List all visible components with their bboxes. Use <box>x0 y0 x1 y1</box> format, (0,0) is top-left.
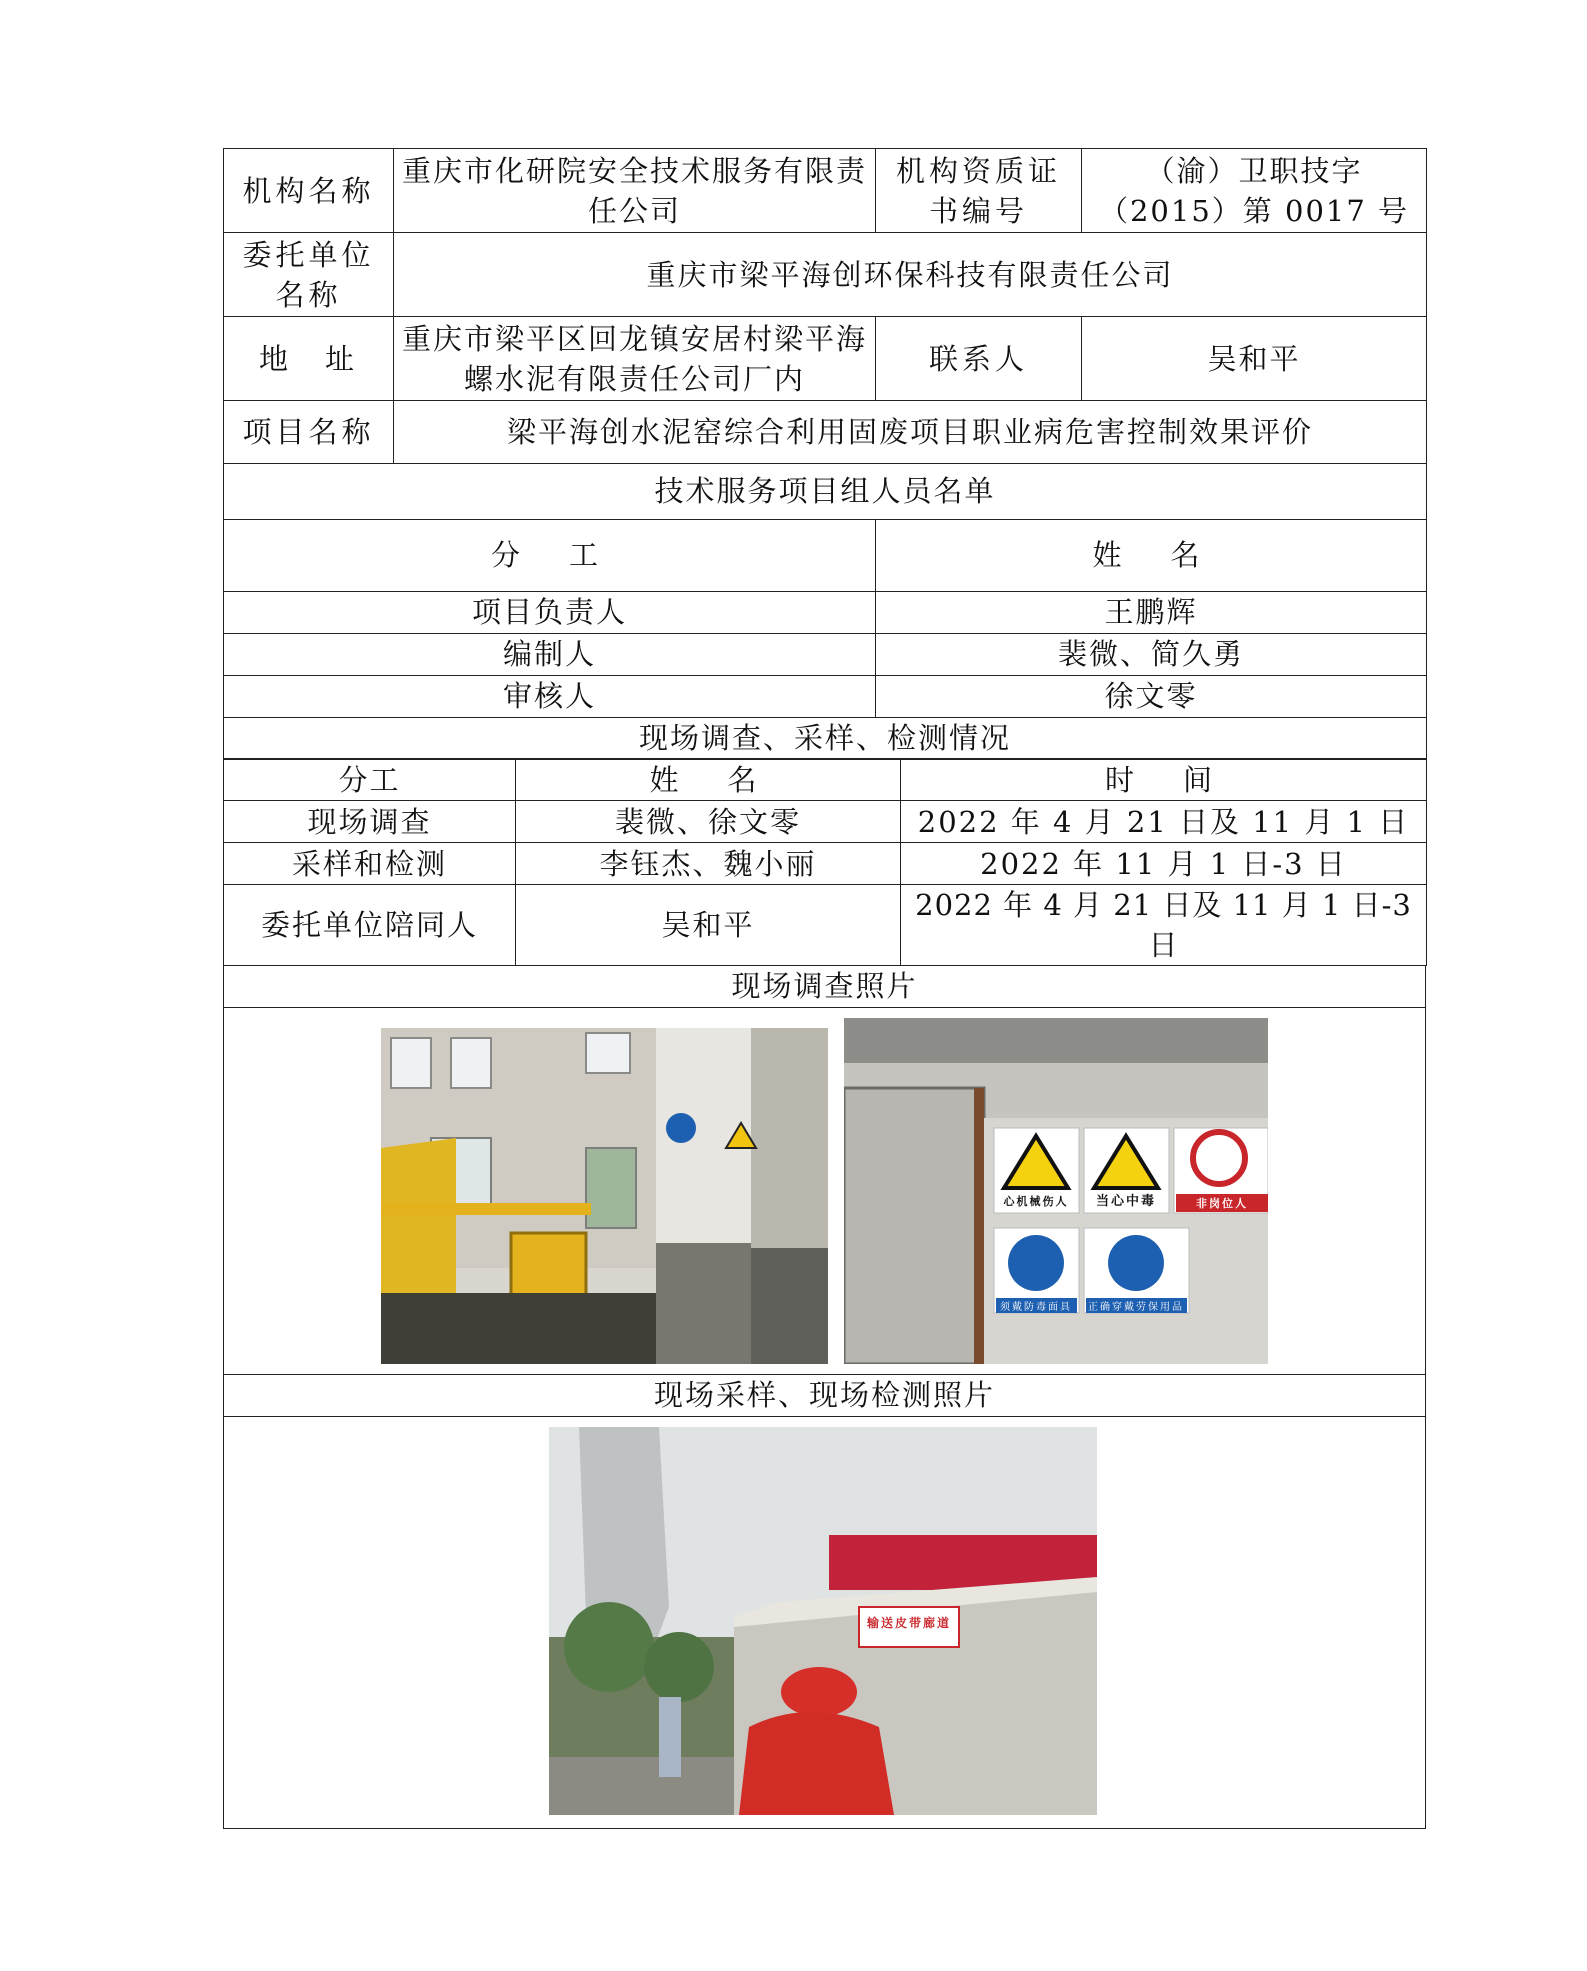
survey-role: 委托单位陪同人 <box>224 885 516 966</box>
client-name: 重庆市梁平海创环保科技有限责任公司 <box>394 233 1427 317</box>
sampling-photos-title: 现场采样、现场检测照片 <box>224 1374 1426 1416</box>
client-label: 委托单位名称 <box>224 233 394 317</box>
org-name: 重庆市化研院安全技术服务有限责任公司 <box>394 149 876 233</box>
photo-table <box>223 965 1426 1829</box>
project-name: 梁平海创水泥窑综合利用固废项目职业病危害控制效果评价 <box>394 401 1427 464</box>
sign-text: 须戴防毒面具 <box>1000 1301 1072 1313</box>
team-name: 裴微、简久勇 <box>876 633 1427 675</box>
address-label: 地 址 <box>224 317 394 401</box>
sign-text: 当心中毒 <box>1095 1193 1157 1209</box>
cert-no: （渝）卫职技字（2015）第 0017 号 <box>1082 149 1427 233</box>
survey-name: 李钰杰、魏小丽 <box>516 843 901 885</box>
team-col-name: 姓 名 <box>876 519 1427 591</box>
plant-interior-photo <box>381 1028 828 1364</box>
survey-title: 现场调查、采样、检测情况 <box>224 717 1427 759</box>
survey-name: 吴和平 <box>516 885 901 966</box>
org-name-label: 机构名称 <box>224 149 394 233</box>
sign-text: 正确穿戴劳保用品 <box>1088 1301 1184 1313</box>
survey-col-time: 时 间 <box>901 759 1427 801</box>
team-table <box>223 463 1427 760</box>
survey-role: 采样和检测 <box>224 843 516 885</box>
team-role: 审核人 <box>224 675 876 717</box>
corridor-sign-text: 输送皮带廊道 <box>866 1615 952 1630</box>
sign-text: 非岗位人 <box>1196 1196 1248 1210</box>
team-name: 王鹏辉 <box>876 591 1427 633</box>
team-col-role: 分 工 <box>224 519 876 591</box>
sampling-photos-cell <box>224 1416 1426 1828</box>
survey-time: 2022 年 11 月 1 日-3 日 <box>901 843 1427 885</box>
warning-signs-photo <box>844 1018 1268 1364</box>
survey-col-role: 分工 <box>224 759 516 801</box>
info-table <box>223 148 1427 464</box>
contact: 吴和平 <box>1082 317 1427 401</box>
survey-name: 裴微、徐文零 <box>516 801 901 843</box>
survey-photos-cell <box>224 1007 1426 1374</box>
team-role: 项目负责人 <box>224 591 876 633</box>
survey-role: 现场调查 <box>224 801 516 843</box>
sign-text: 心机械伤人 <box>1003 1194 1069 1208</box>
address: 重庆市梁平区回龙镇安居村梁平海螺水泥有限责任公司厂内 <box>394 317 876 401</box>
team-role: 编制人 <box>224 633 876 675</box>
cert-label: 机构资质证书编号 <box>876 149 1082 233</box>
sampling-photo <box>549 1427 1097 1815</box>
project-label: 项目名称 <box>224 401 394 464</box>
contact-label: 联系人 <box>876 317 1082 401</box>
team-name: 徐文零 <box>876 675 1427 717</box>
team-title: 技术服务项目组人员名单 <box>224 463 1427 519</box>
record-sheet <box>223 148 1426 1829</box>
survey-time: 2022 年 4 月 21 日及 11 月 1 日 <box>901 801 1427 843</box>
survey-time: 2022 年 4 月 21 日及 11 月 1 日-3 日 <box>901 885 1427 966</box>
survey-table <box>223 758 1427 966</box>
survey-photos-title: 现场调查照片 <box>224 965 1426 1007</box>
survey-col-name: 姓 名 <box>516 759 901 801</box>
